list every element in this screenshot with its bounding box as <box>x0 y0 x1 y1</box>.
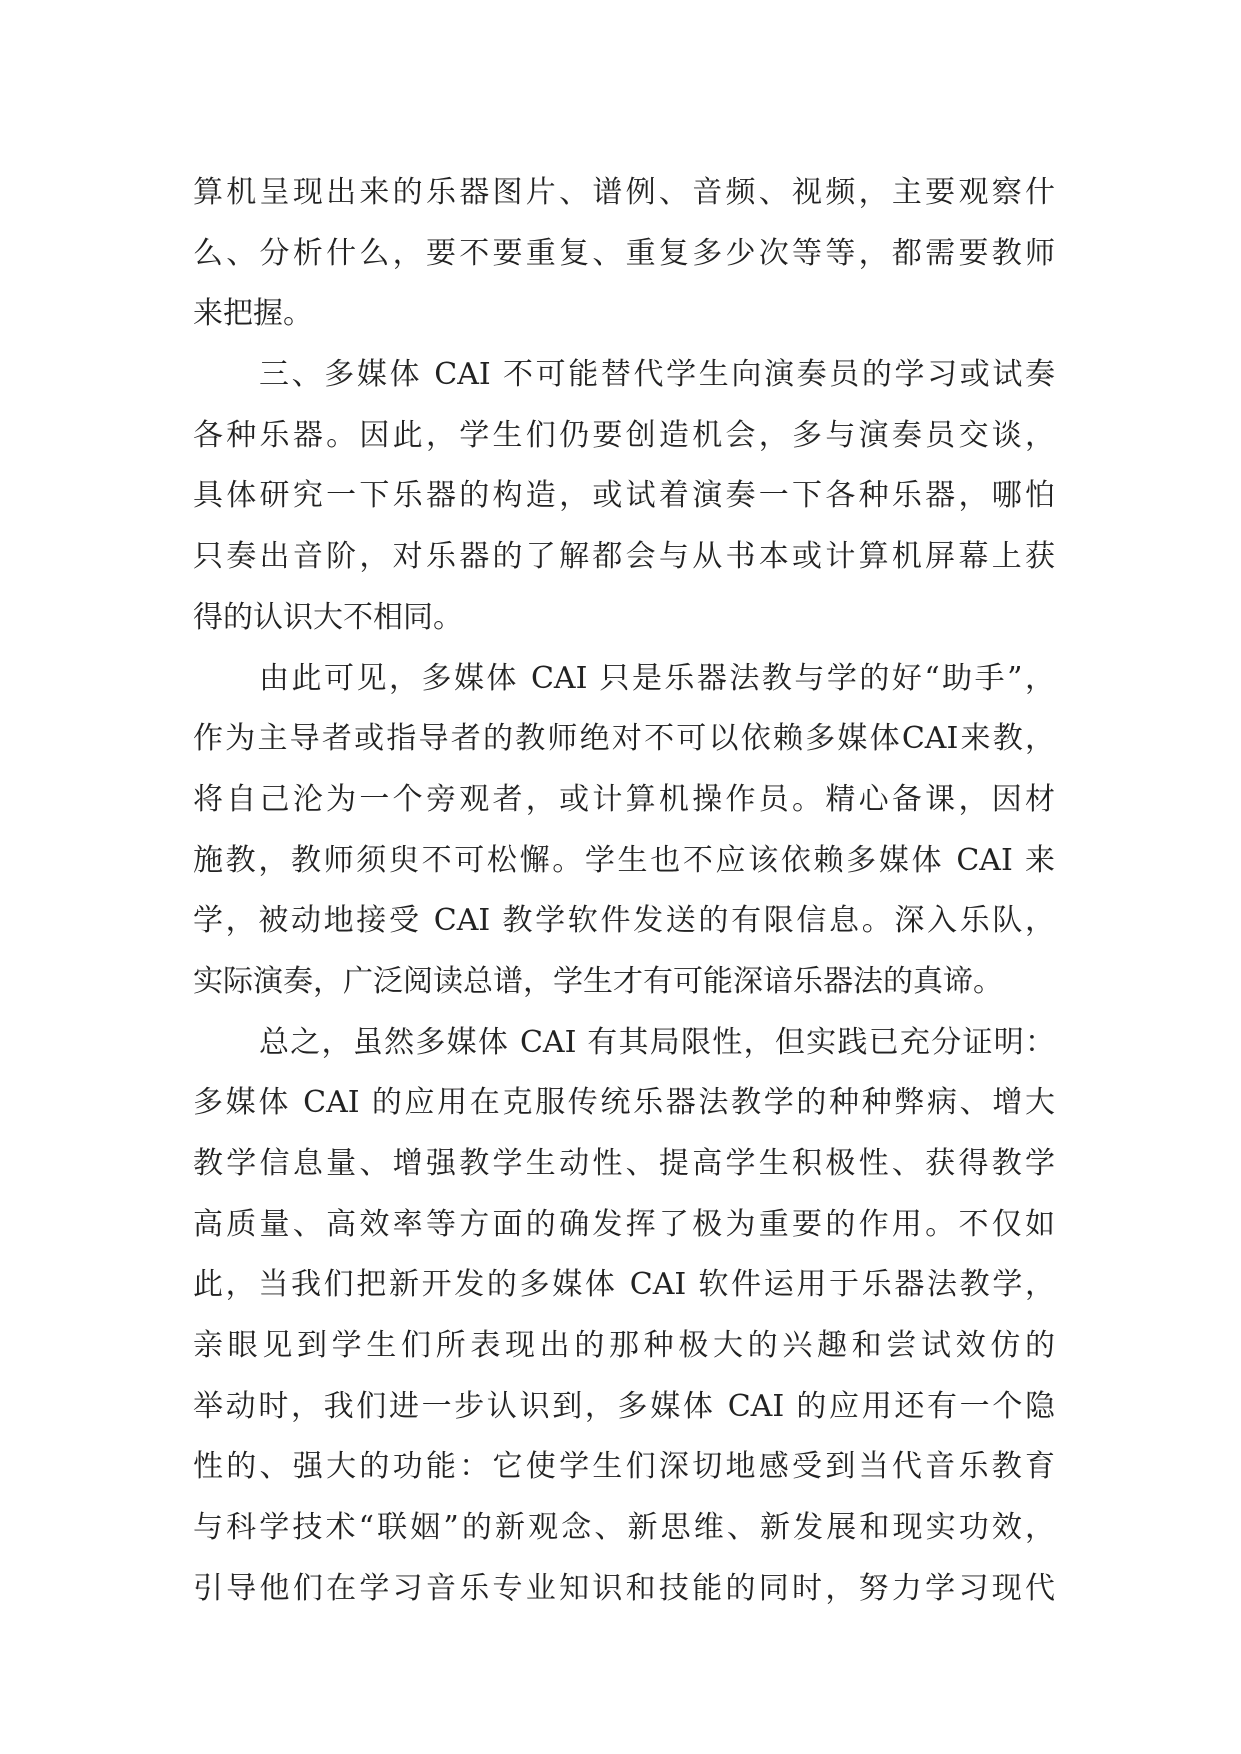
text-line: 来把握。 <box>193 296 313 332</box>
text-line: 引导他们在学习音乐专业知识和技能的同时，努力学习现代 <box>193 1570 1055 1606</box>
text-line: 亲眼见到学生们所表现出的那种极大的兴趣和尝试效仿的 <box>193 1328 1055 1364</box>
text-line: 高质量、高效率等方面的确发挥了极为重要的作用。不仅如 <box>193 1206 1055 1242</box>
text-line: 各种乐器。因此，学生们仍要创造机会，多与演奏员交谈， <box>193 417 1055 453</box>
text-line: 性的、强大的功能：它使学生们深切地感受到当代音乐教育 <box>193 1449 1055 1485</box>
text-line: 算机呈现出来的乐器图片、谱例、音频、视频，主要观察什 <box>193 175 1055 210</box>
text-line: 具体研究一下乐器的构造，或试着演奏一下各种乐器，哪怕 <box>193 478 1055 514</box>
text-line: 实际演奏，广泛阅读总谱，学生才有可能深谙乐器法的真谛。 <box>193 963 1003 999</box>
text-line: 总之，虽然多媒体 CAI 有其局限性，但实践已充分证明： <box>259 1024 1055 1060</box>
text-line: 作为主导者或指导者的教师绝对不可以依赖多媒体CAI来教， <box>193 721 1055 757</box>
paragraph-2 <box>193 345 1055 648</box>
paragraph-1 <box>193 163 1055 345</box>
text-line: 将自己沦为一个旁观者，或计算机操作员。精心备课，因材 <box>193 781 1055 817</box>
text-line: 得的认识大不相同。 <box>193 599 463 635</box>
text-line: 施教，教师须臾不可松懈。学生也不应该依赖多媒体 CAI 来 <box>193 842 1055 878</box>
paragraph-4 <box>193 1013 1055 1620</box>
text-line: 只奏出音阶，对乐器的了解都会与从书本或计算机屏幕上获 <box>193 539 1055 575</box>
text-line: 学，被动地接受 CAI 教学软件发送的有限信息。深入乐队， <box>193 903 1055 939</box>
text-line: 教学信息量、增强教学生动性、提高学生积极性、获得教学 <box>193 1146 1055 1181</box>
text-line: 与科学技术“联姻”的新观念、新思维、新发展和现实功效， <box>193 1510 1055 1546</box>
text-line: 多媒体 CAI 的应用在克服传统乐器法教学的种种弊病、增大 <box>193 1085 1055 1121</box>
text-line: 么、分析什么，要不要重复、重复多少次等等，都需要教师 <box>193 235 1055 271</box>
text-line: 三、多媒体 CAI 不可能替代学生向演奏员的学习或试奏 <box>259 357 1055 393</box>
document-body <box>193 163 1055 1620</box>
text-line: 由此可见，多媒体 CAI 只是乐器法教与学的好“助手”， <box>259 660 1055 696</box>
paragraph-3 <box>193 649 1055 1013</box>
text-line: 举动时，我们进一步认识到，多媒体 CAI 的应用还有一个隐 <box>193 1388 1055 1424</box>
text-line: 此，当我们把新开发的多媒体 CAI 软件运用于乐器法教学， <box>193 1267 1055 1303</box>
